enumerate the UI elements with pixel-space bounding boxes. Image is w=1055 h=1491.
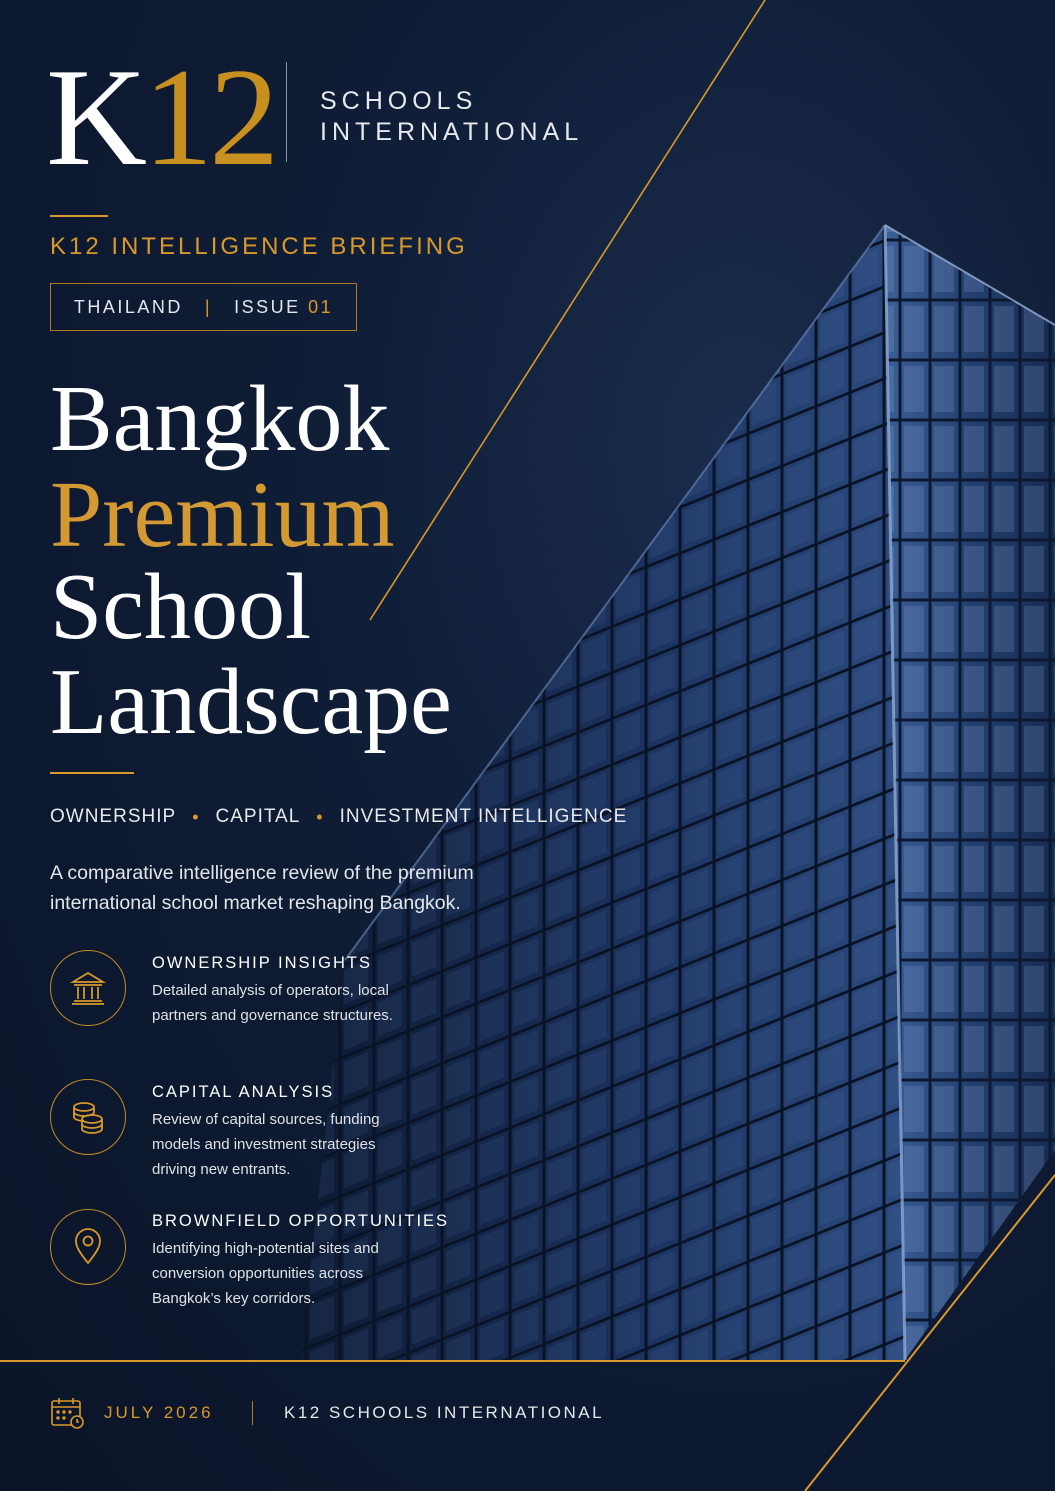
headline-line-3: School [50,555,312,659]
issue-badge [50,283,357,331]
issue-country: THAILAND [73,296,183,317]
coins-icon [50,1079,126,1155]
logo-line-1: SCHOOLS [320,87,478,115]
logo-text [320,86,583,148]
footer-organization: K12 SCHOOLS INTERNATIONAL [284,1403,605,1422]
issue-label: ISSUE [234,296,301,317]
logo-k: K [46,40,144,195]
topic-tags [50,806,627,828]
feature-title: OWNERSHIP INSIGHTS [152,954,372,972]
headline-line-4: Landscape [50,650,452,754]
feature-title: CAPITAL ANALYSIS [152,1083,335,1101]
footer-separator [252,1401,253,1425]
map-pin-icon [50,1209,126,1285]
issue-number: 01 [308,296,334,317]
tag-dot: • [316,806,324,827]
intro-text: A comparative intelligence review of the premium international school market reshaping Bangkok. [50,862,474,914]
bank-icon [50,950,126,1026]
logo-divider [286,62,287,162]
logo-line-2: INTERNATIONAL [320,118,584,146]
feature-description: Identifying high-potential sites and conversion opportunities across Bangkok’s key corridors. [152,1240,379,1307]
tag-item: CAPITAL [215,806,301,827]
feature-title: BROWNFIELD OPPORTUNITIES [152,1212,450,1230]
headline-line-1: Bangkok [50,367,390,471]
footer-rule [0,1360,905,1362]
headline-line-2: Premium [50,463,395,567]
briefing-title: K12 INTELLIGENCE BRIEFING [50,233,468,260]
tag-item: INVESTMENT INTELLIGENCE [339,806,628,827]
logo-wordmark [46,40,276,195]
tag-item: OWNERSHIP [50,806,177,827]
tags-rule [50,772,134,774]
feature-description: Review of capital sources, funding models and investment strategies driving new entrants. [152,1111,380,1178]
logo-number: 12 [143,40,276,195]
footer-date: JULY 2026 [104,1403,214,1422]
briefing-rule [50,215,108,217]
tag-dot: • [192,806,200,827]
calendar-icon [50,1396,86,1435]
issue-separator: | [204,296,213,317]
feature-description: Detailed analysis of operators, local partners and governance structures. [152,982,393,1024]
